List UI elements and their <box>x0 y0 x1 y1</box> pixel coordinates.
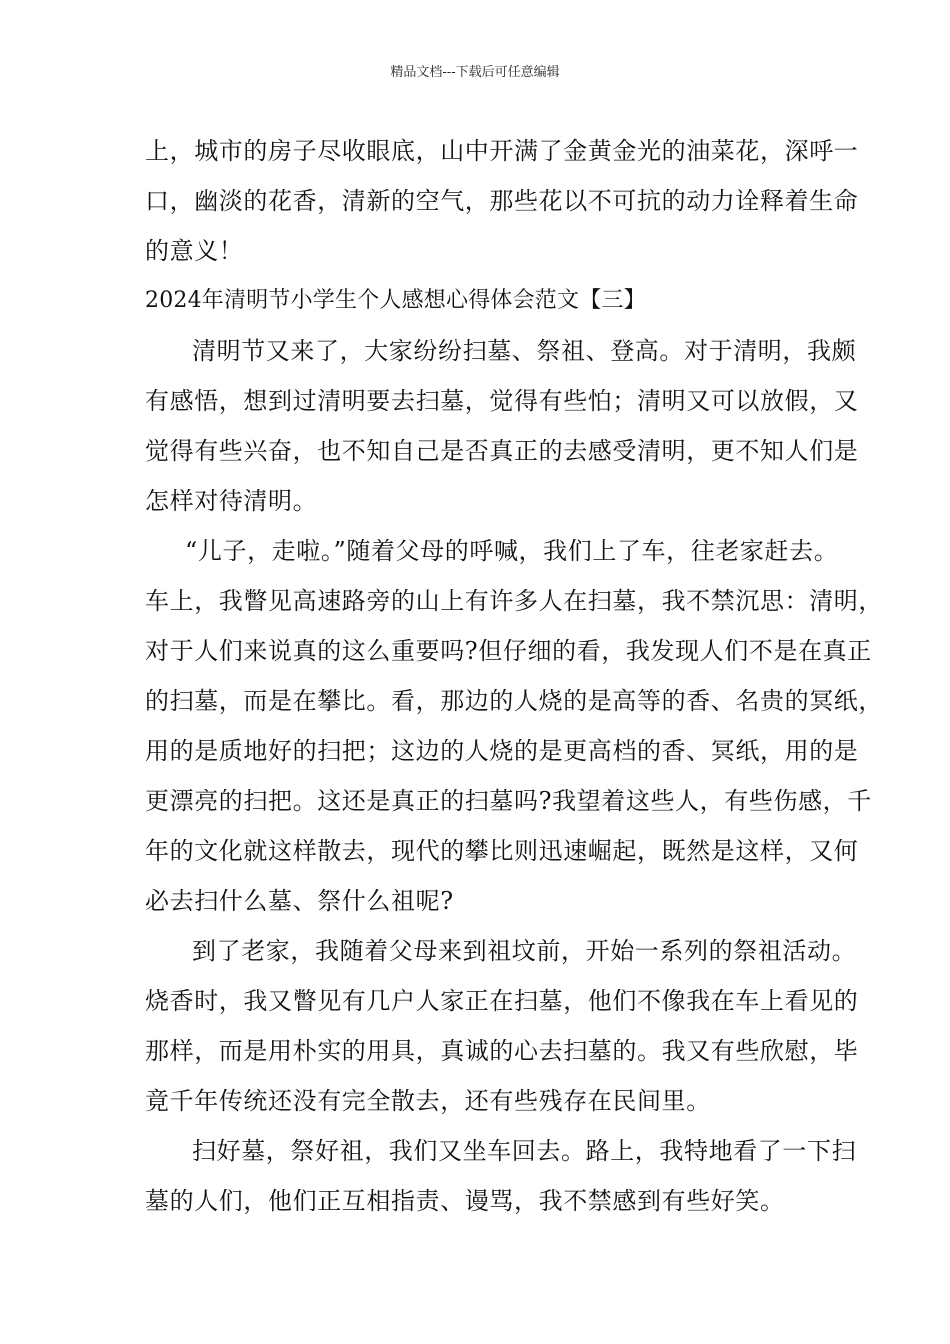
page-header: 精品文档---下载后可任意编辑 <box>390 65 560 80</box>
text-line: 清明节又来了，大家纷纷扫墓、祭祖、登高。对于清明，我颇 <box>192 337 857 365</box>
text-line: 更漂亮的扫把。这还是真正的扫墓吗?我望着这些人，有些伤感，千 <box>145 787 872 815</box>
text-line: 到了老家，我随着父母来到祖坟前，开始一系列的祭祖活动。 <box>192 937 857 965</box>
text-line: 觉得有些兴奋，也不知自己是否真正的去感受清明，更不知人们是 <box>145 437 859 465</box>
text-line: 年的文化就这样散去，现代的攀比则迅速崛起，既然是这样，又何 <box>145 837 859 865</box>
text-line: 那样，而是用朴实的用具，真诚的心去扫墓的。我又有些欣慰，毕 <box>145 1037 859 1065</box>
text-line: 有感悟，想到过清明要去扫墓，觉得有些怕；清明又可以放假，又 <box>145 387 859 415</box>
text-line: 的扫墓，而是在攀比。看，那边的人烧的是高等的香、名贵的冥纸， <box>145 687 883 715</box>
text-line: 车上，我瞥见高速路旁的山上有许多人在扫墓，我不禁沉思：清明， <box>145 587 883 615</box>
text-line: “儿子，走啦。”随着父母的呼喊，我们上了车，往老家赶去。 <box>185 537 839 565</box>
text-line: 口，幽淡的花香，清新的空气，那些花以不可抗的动力诠释着生命 <box>145 187 859 215</box>
text-line: 扫好墓，祭好祖，我们又坐车回去。路上，我特地看了一下扫 <box>192 1137 857 1165</box>
section-heading: 2024年清明节小学生个人感想心得体会范文【三】 <box>145 288 646 313</box>
text-line: 的意义！ <box>145 237 244 265</box>
text-line: 对于人们来说真的这么重要吗?但仔细的看，我发现人们不是在真正 <box>145 637 872 665</box>
text-line: 竟千年传统还没有完全散去，还有些残存在民间里。 <box>145 1087 711 1115</box>
text-line: 用的是质地好的扫把；这边的人烧的是更高档的香、冥纸，用的是 <box>145 737 859 765</box>
text-line: 上，城市的房子尽收眼底，山中开满了金黄金光的油菜花，深呼一 <box>145 137 859 165</box>
text-line: 烧香时，我又瞥见有几户人家正在扫墓，他们不像我在车上看见的 <box>145 987 859 1015</box>
document-body <box>145 126 883 1226</box>
text-line: 必去扫什么墓、祭什么祖呢? <box>145 887 454 915</box>
text-line: 墓的人们，他们正互相指责、谩骂，我不禁感到有些好笑。 <box>145 1187 785 1215</box>
text-line: 怎样对待清明。 <box>145 487 318 515</box>
